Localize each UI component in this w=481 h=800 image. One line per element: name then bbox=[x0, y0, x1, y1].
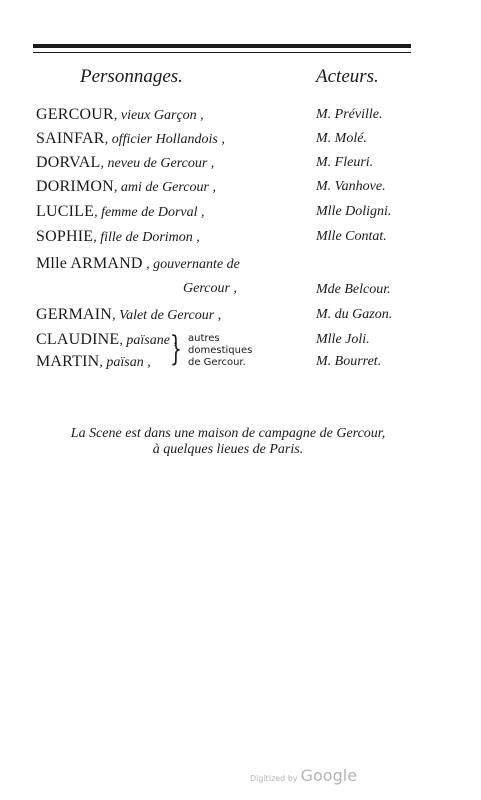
cast-row-sophie bbox=[36, 228, 406, 250]
cast-row-armand-cont bbox=[36, 281, 406, 303]
character-name: SAINFAR bbox=[36, 130, 105, 147]
header-rule-thick bbox=[33, 44, 411, 48]
character-desc: , officier Hollandois , bbox=[104, 132, 225, 147]
actor-name: Mlle Joli. bbox=[316, 332, 370, 347]
actor-name: Mlle Contat. bbox=[316, 229, 387, 244]
actor-name: Mde Belcour. bbox=[316, 282, 391, 297]
character-desc: , gouvernante de bbox=[142, 257, 240, 272]
character-name: DORIMON bbox=[36, 178, 114, 195]
curly-brace-icon: } bbox=[170, 329, 182, 369]
character-desc: , femme de Dorval , bbox=[94, 205, 205, 220]
cast-row-dorval bbox=[36, 154, 406, 176]
character-name: MARTIN bbox=[36, 353, 100, 370]
cast-row-gercour bbox=[36, 106, 406, 128]
character-name: DORVAL bbox=[36, 154, 101, 171]
character-name: Mlle ARMAND bbox=[36, 255, 143, 272]
digitized-by-google-watermark: Digitized by Google bbox=[250, 766, 358, 785]
cast-row-armand bbox=[36, 255, 406, 277]
actor-name: M. Bourret. bbox=[316, 354, 382, 369]
character-desc: , neveu de Gercour , bbox=[100, 156, 215, 171]
character-desc: , vieux Garçon , bbox=[113, 108, 204, 123]
actor-name: M. Fleuri. bbox=[316, 155, 374, 170]
acteurs-heading: Acteurs. bbox=[316, 66, 379, 87]
actor-name: M. Préville. bbox=[316, 107, 383, 122]
header-rule-thin bbox=[33, 52, 411, 53]
character-name: CLAUDINE bbox=[36, 331, 120, 348]
character-desc: , païsane , bbox=[119, 333, 177, 348]
cast-row-lucile bbox=[36, 203, 406, 225]
character-desc-continuation: Gercour , bbox=[183, 281, 237, 296]
character-desc: , païsan , bbox=[99, 355, 151, 370]
character-desc: , Valet de Gercour , bbox=[112, 308, 222, 323]
cast-row-sainfar bbox=[36, 130, 406, 152]
scene-setting-line-2: à quelques lieues de Paris. bbox=[152, 442, 304, 457]
cast-row-dorimon bbox=[36, 178, 406, 200]
domestiques-brace-group bbox=[170, 329, 280, 372]
actor-name: M. du Gazon. bbox=[316, 307, 393, 322]
actor-name: M. Vanhove. bbox=[316, 179, 386, 194]
personnages-heading: Personnages. bbox=[80, 66, 183, 87]
scene-setting-line-1: La Scene est dans une maison de campagne de Gercour, bbox=[70, 426, 386, 441]
brace-note: autres domestiques de Gercour. bbox=[188, 333, 253, 368]
character-name: SOPHIE bbox=[36, 228, 94, 245]
actor-name: M. Molé. bbox=[316, 131, 367, 146]
actor-name: Mlle Doligni. bbox=[316, 204, 392, 219]
character-name: GERCOUR bbox=[36, 106, 114, 123]
character-desc: , ami de Gercour , bbox=[113, 180, 216, 195]
cast-row-germain bbox=[36, 306, 406, 328]
character-desc: , fille de Dorimon , bbox=[93, 230, 200, 245]
character-name: LUCILE bbox=[36, 203, 95, 220]
character-name: GERMAIN bbox=[36, 306, 113, 323]
